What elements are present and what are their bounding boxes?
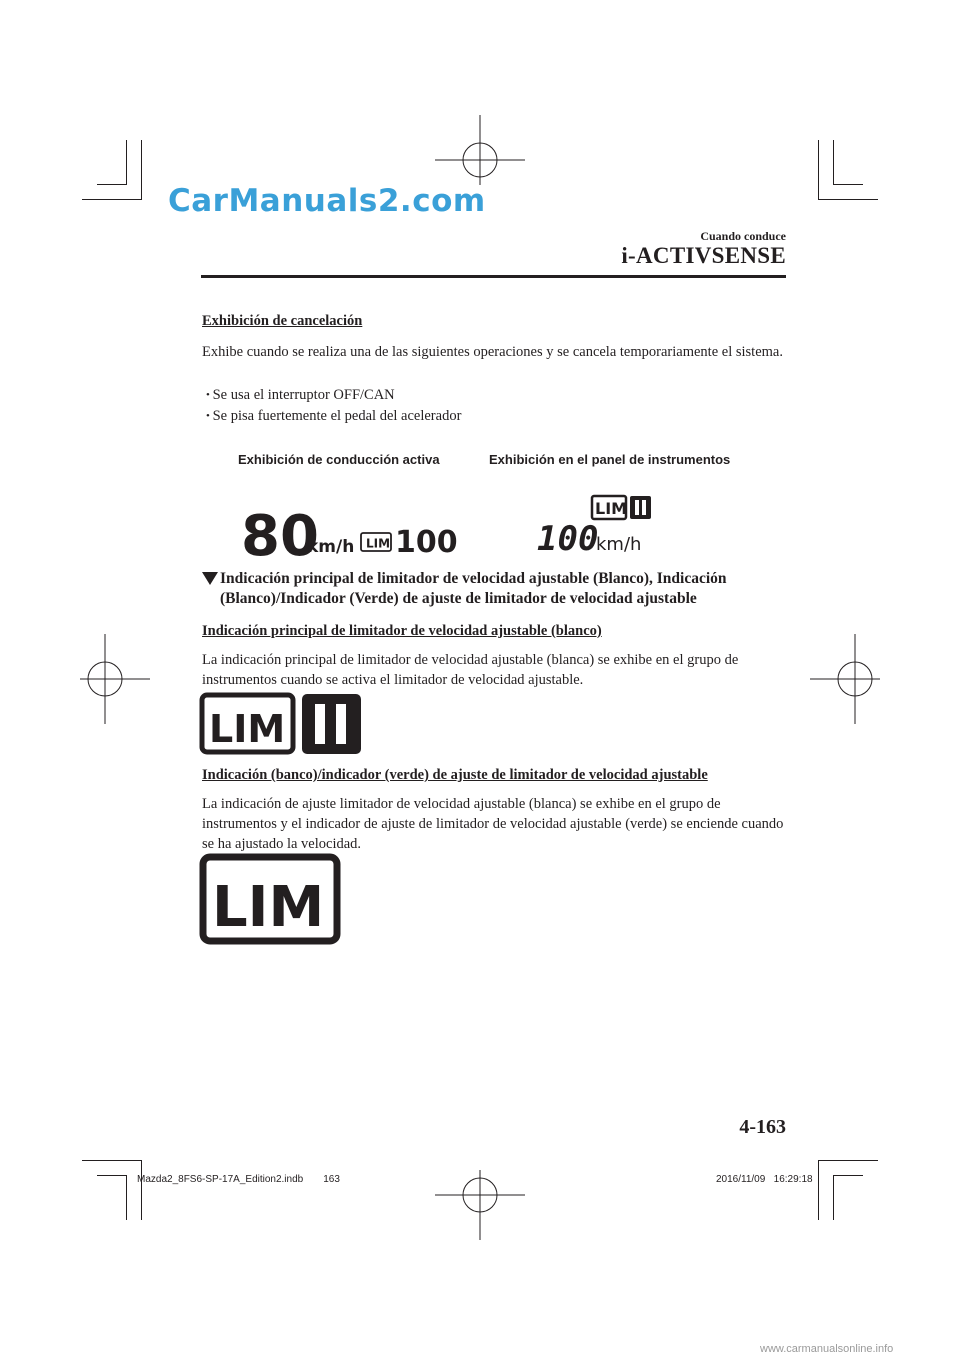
pause-icon <box>302 694 361 754</box>
active-driving-display-illustration <box>235 500 460 562</box>
panel-unit-text: km/h <box>596 534 642 555</box>
main-lim-text: LIM <box>209 707 286 751</box>
footer-file: Mazda2_8FS6-SP-17A_Edition2.indb <box>137 1174 304 1185</box>
main-indication-icon <box>199 692 364 756</box>
lim-indicator-icon <box>592 496 627 519</box>
registration-mark-icon <box>60 634 150 724</box>
panel-lim-text: LIM <box>595 499 628 518</box>
cancel-display-body: Exhibe cuando se realiza una de las siguientes operaciones y se cancela temporariamente el sistema. <box>202 344 783 360</box>
footer-time: 16:29:18 <box>773 1174 813 1185</box>
list-item: • Se usa el interruptor OFF/CAN <box>206 385 461 406</box>
main-indication-body: La indicación principal de limitador de velocidad ajustable (blanca) se exhibe en el grupo de instrumentos cuando se activa el limitador de velocidad ajustable. <box>202 652 739 688</box>
triangle-marker-icon <box>202 572 218 585</box>
set-lim-text: LIM <box>212 875 325 940</box>
caption-active-driving-display: Exhibición de conducción activa <box>238 452 440 467</box>
set-indication-lim-icon <box>199 853 341 945</box>
page-number: 4-163 <box>739 1116 786 1138</box>
instrument-panel-illustration <box>535 493 660 555</box>
watermark-logo[interactable]: CarManuals2.com <box>168 183 486 219</box>
registration-mark-icon <box>435 1150 525 1240</box>
ad-limit-text: 100 <box>395 525 458 560</box>
section-label: Cuando conduce <box>700 229 786 243</box>
cancel-display-heading: Exhibición de cancelación <box>202 313 363 329</box>
header-rule <box>201 275 786 278</box>
main-indication-heading: Indicación principal de limitador de velocidad ajustable (blanco) <box>202 623 602 639</box>
print-timestamp <box>716 1174 813 1185</box>
ad-lim-text: LIM <box>366 536 391 551</box>
panel-speed-text: 100 <box>537 519 599 555</box>
ad-speed-text: 80 <box>241 504 319 562</box>
registration-mark-icon <box>810 634 900 724</box>
print-footer <box>137 1174 340 1185</box>
cancel-operations-list <box>206 385 461 427</box>
chapter-title: i-ACTIVSENSE <box>621 243 786 268</box>
pause-indicator-icon <box>630 496 651 519</box>
footer-site-mark[interactable]: www.carmanualsonline.info <box>760 1343 894 1355</box>
footer-date: 2016/11/09 <box>716 1174 766 1185</box>
set-indication-body: La indicación de ajuste limitador de velocidad ajustable (blanca) se exhibe en el grupo de instrumentos y el indicador de ajuste de limitador de velocidad ajustable (verde) se enciende cuando se ha ajustado la velocidad. <box>202 796 784 852</box>
speed-limiter-small-icon <box>361 533 391 551</box>
section-heading: Indicación principal de limitador de velocidad ajustable (Blanco), Indicación (Blanco)/Indicador (Verde) de ajuste de limitador de velocidad ajustable <box>202 569 788 609</box>
set-indication-heading: Indicación (banco)/indicador (verde) de ajuste de limitador de velocidad ajustable <box>202 767 708 783</box>
footer-page: 163 <box>323 1174 340 1185</box>
caption-instrument-panel: Exhibición en el panel de instrumentos <box>489 452 731 467</box>
ad-unit-text: km/h <box>307 537 355 557</box>
list-item: • Se pisa fuertemente el pedal del acelerador <box>206 406 461 427</box>
